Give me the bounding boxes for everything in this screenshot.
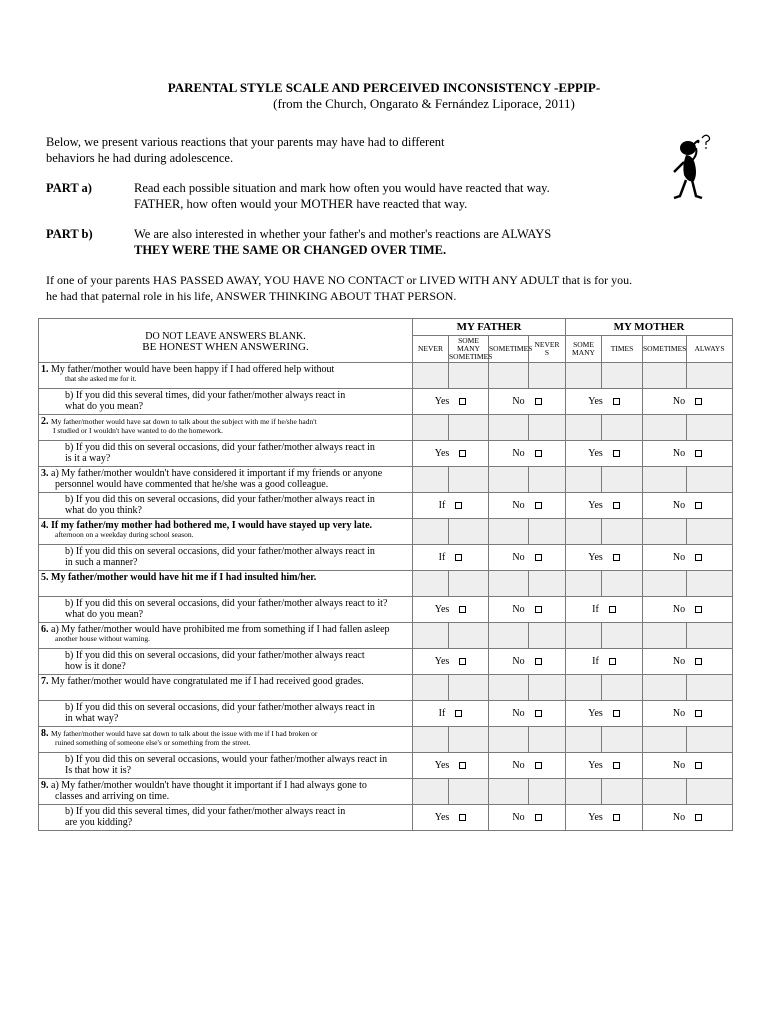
answer-cell[interactable] [449, 571, 489, 597]
answer-cell[interactable] [449, 779, 489, 805]
checkbox-icon [535, 710, 542, 717]
answer-cell[interactable] [643, 675, 687, 701]
answer-cell[interactable] [529, 779, 566, 805]
answer-cell[interactable] [602, 519, 643, 545]
checkbox-icon [455, 554, 462, 561]
checkbox-icon [609, 606, 616, 613]
answer-cell[interactable] [566, 779, 602, 805]
checkbox-icon [459, 398, 466, 405]
answer-cell[interactable] [529, 415, 566, 441]
answer-cell[interactable] [449, 363, 489, 389]
answer-cell[interactable] [413, 727, 449, 753]
consistency-row: b) If you did this on several occasions, did your father/mother always react in in what way? If No Yes No [39, 701, 733, 727]
mother-yes-option[interactable]: Yes [566, 545, 643, 571]
answer-cell[interactable] [489, 363, 529, 389]
checkbox-icon [613, 450, 620, 457]
checkbox-icon [535, 762, 542, 769]
questionnaire-table [38, 318, 733, 831]
consistency-row: b) If you did this on several occasions, did your father/mother always react to it? what do you mean? Yes No If No [39, 597, 733, 623]
checkbox-icon [695, 606, 702, 613]
checkbox-icon [695, 762, 702, 769]
question-row: 2. My father/mother would have sat down to talk about the subject with me if he/she hadn't I studied or I wouldn't have wanted to do the homework. [39, 415, 733, 441]
answer-cell[interactable] [449, 519, 489, 545]
mother-no-option[interactable]: No [643, 597, 733, 623]
answer-cell[interactable] [687, 623, 733, 649]
answer-cell[interactable] [489, 519, 529, 545]
consistency-row: b) If you did this on several occasions, did your father/mother always react in in such a manner? If No Yes No [39, 545, 733, 571]
checkbox-icon [455, 710, 462, 717]
father-no-option[interactable]: No [489, 545, 566, 571]
mother-yes-option[interactable]: Yes [566, 441, 643, 467]
mother-no-option[interactable]: No [643, 805, 733, 831]
mother-yes-option[interactable]: If [566, 649, 643, 675]
consistency-row: b) If you did this on several occasions, did your father/mother always react in is it a way? Yes No Yes No [39, 441, 733, 467]
answer-cell[interactable] [643, 467, 687, 493]
answer-cell[interactable] [449, 415, 489, 441]
question-row: 5. My father/mother would have hit me if I had insulted him/her. [39, 571, 733, 597]
answer-cell[interactable] [602, 415, 643, 441]
answer-cell[interactable] [489, 727, 529, 753]
father-no-option[interactable]: No [489, 389, 566, 415]
answer-cell[interactable] [489, 467, 529, 493]
answer-cell[interactable] [413, 623, 449, 649]
checkbox-icon [459, 658, 466, 665]
answer-cell[interactable] [566, 415, 602, 441]
note-line-2: he had that paternal role in his life, ANSWER THINKING ABOUT THAT PERSON. [46, 289, 457, 303]
answer-cell[interactable] [566, 519, 602, 545]
checkbox-icon [609, 658, 616, 665]
checkbox-icon [695, 502, 702, 509]
col-mother-sometimes: SOMETIMES [643, 336, 687, 363]
part-b-label: PART b) [46, 227, 93, 241]
consistency-row: b) If you did this on several occasions, would your father/mother always react in Is that how it is? Yes No Yes No [39, 753, 733, 779]
col-mother-times: TIMES [602, 336, 643, 363]
father-yes-option[interactable]: Yes [413, 805, 489, 831]
father-yes-option[interactable]: Yes [413, 597, 489, 623]
answer-cell[interactable] [566, 727, 602, 753]
mother-no-option[interactable]: No [643, 701, 733, 727]
checkbox-icon [455, 502, 462, 509]
answer-cell[interactable] [643, 623, 687, 649]
col-mother-some-many: SOME MANY [566, 336, 602, 363]
answer-cell[interactable] [602, 363, 643, 389]
part-a-line-2: FATHER, how often would your MOTHER have reacted that way. [134, 197, 468, 211]
answer-cell[interactable] [602, 675, 643, 701]
checkbox-icon [695, 450, 702, 457]
answer-cell[interactable] [687, 415, 733, 441]
answer-cell[interactable] [413, 415, 449, 441]
checkbox-icon [459, 606, 466, 613]
mother-yes-option[interactable]: Yes [566, 389, 643, 415]
mother-no-option[interactable]: No [643, 441, 733, 467]
mother-no-option[interactable]: No [643, 545, 733, 571]
answer-cell[interactable] [449, 675, 489, 701]
checkbox-icon [613, 502, 620, 509]
checkbox-icon [695, 554, 702, 561]
note-line-1: If one of your parents HAS PASSED AWAY, YOU HAVE NO CONTACT or LIVED WITH ANY ADULT that is for you. [46, 273, 633, 287]
mother-yes-option[interactable]: If [566, 597, 643, 623]
checkbox-icon [613, 814, 620, 821]
question-row: 7. My father/mother would have congratulated me if I had received good grades. [39, 675, 733, 701]
col-some-many: SOME MANY SOMETIMES [449, 336, 493, 361]
answer-cell[interactable] [489, 415, 529, 441]
col-never-s: NEVER S [529, 336, 566, 363]
father-no-option[interactable]: No [489, 597, 566, 623]
father-no-option[interactable]: No [489, 441, 566, 467]
father-yes-option[interactable]: If [413, 493, 489, 519]
answer-cell[interactable] [566, 467, 602, 493]
answer-cell[interactable] [449, 623, 489, 649]
document-subtitle: (from the Church, Ongarato & Fernández Liporace, 2011) [273, 96, 575, 111]
answer-cell[interactable] [566, 675, 602, 701]
checkbox-icon [613, 398, 620, 405]
answer-cell[interactable] [529, 675, 566, 701]
answer-cell[interactable] [413, 519, 449, 545]
answer-cell[interactable] [602, 623, 643, 649]
checkbox-icon [459, 450, 466, 457]
checkbox-icon [535, 658, 542, 665]
answer-cell[interactable] [529, 727, 566, 753]
answer-cell[interactable] [413, 675, 449, 701]
father-no-option[interactable]: No [489, 493, 566, 519]
intro-line-1: Below, we present various reactions that your parents may have had to different [46, 135, 445, 149]
checkbox-icon [535, 554, 542, 561]
answer-cell[interactable] [687, 571, 733, 597]
answer-cell[interactable] [643, 571, 687, 597]
answer-cell[interactable] [643, 779, 687, 805]
answer-cell[interactable] [566, 623, 602, 649]
checkbox-icon [459, 814, 466, 821]
checkbox-icon [613, 762, 620, 769]
checkbox-icon [695, 814, 702, 821]
father-yes-option[interactable]: Yes [413, 389, 489, 415]
question-row: 8. My father/mother would have sat down to talk about the issue with me if I had broken or ruined something of someone else's or something from the street. [39, 727, 733, 753]
mother-no-option[interactable]: No [643, 649, 733, 675]
consistency-row: b) If you did this on several occasions, did your father/mother always react in what do you think? If No Yes No [39, 493, 733, 519]
question-row: 1. My father/mother would have been happy if I had offered help without that she asked me for it. [39, 363, 733, 389]
col-mother-always: ALWAYS [687, 336, 733, 363]
father-no-option[interactable]: No [489, 805, 566, 831]
answer-cell[interactable] [687, 467, 733, 493]
answer-cell[interactable] [413, 467, 449, 493]
instruction-honest: BE HONEST WHEN ANSWERING. [142, 340, 309, 353]
father-yes-option[interactable]: If [413, 701, 489, 727]
question-row: 4. If my father/my mother had bothered me, I would have stayed up very late. afternoon on a weekday during school season. [39, 519, 733, 545]
mother-no-option[interactable]: No [643, 753, 733, 779]
answer-cell[interactable] [489, 779, 529, 805]
answer-cell[interactable] [529, 363, 566, 389]
table-instructions [39, 319, 413, 363]
answer-cell[interactable] [602, 467, 643, 493]
father-yes-option[interactable]: Yes [413, 753, 489, 779]
mother-yes-option[interactable]: Yes [566, 805, 643, 831]
part-b-line-1: We are also interested in whether your father's and mother's reactions are ALWAYS [134, 227, 552, 241]
checkbox-icon [459, 762, 466, 769]
answer-cell[interactable] [489, 571, 529, 597]
answer-cell[interactable] [602, 779, 643, 805]
answer-cell[interactable] [643, 727, 687, 753]
question-row: 6. a) My father/mother would have prohibited me from something if I had fallen asleep another house without warning. [39, 623, 733, 649]
answer-cell[interactable] [529, 467, 566, 493]
answer-cell[interactable] [643, 519, 687, 545]
answer-cell[interactable] [566, 363, 602, 389]
answer-cell[interactable] [602, 727, 643, 753]
instruction-blank: DO NOT LEAVE ANSWERS BLANK. [145, 330, 306, 342]
checkbox-icon [535, 502, 542, 509]
father-no-option[interactable]: No [489, 649, 566, 675]
answer-cell[interactable] [643, 415, 687, 441]
answer-cell[interactable] [529, 571, 566, 597]
father-yes-option[interactable]: If [413, 545, 489, 571]
answer-cell[interactable] [687, 519, 733, 545]
checkbox-icon [613, 554, 620, 561]
col-sometimes: SOMETIMES [489, 336, 529, 363]
my-mother-header: MY MOTHER [566, 319, 733, 336]
my-father-header: MY FATHER [413, 319, 566, 336]
document-title: PARENTAL STYLE SCALE AND PERCEIVED INCONSISTENCY -EPPIP- [167, 80, 601, 95]
father-yes-option[interactable]: Yes [413, 649, 489, 675]
checkbox-icon [535, 606, 542, 613]
mother-no-option[interactable]: No [643, 389, 733, 415]
mother-yes-option[interactable]: Yes [566, 701, 643, 727]
answer-cell[interactable] [529, 623, 566, 649]
checkbox-icon [535, 814, 542, 821]
checkbox-icon [695, 398, 702, 405]
consistency-row: b) If you did this several times, did your father/mother always react in what do you mean? Yes No Yes No [39, 389, 733, 415]
checkbox-icon [613, 710, 620, 717]
father-yes-option[interactable]: Yes [413, 441, 489, 467]
mother-yes-option[interactable]: Yes [566, 753, 643, 779]
answer-cell[interactable] [687, 727, 733, 753]
answer-cell[interactable] [687, 363, 733, 389]
answer-cell[interactable] [413, 363, 449, 389]
father-no-option[interactable]: No [489, 701, 566, 727]
answer-cell[interactable] [566, 571, 602, 597]
answer-cell[interactable] [687, 675, 733, 701]
part-a-label: PART a) [46, 181, 92, 195]
answer-cell[interactable] [449, 467, 489, 493]
intro-line-2: behaviors he had during adolescence. [46, 151, 234, 165]
mother-yes-option[interactable]: Yes [566, 493, 643, 519]
answer-cell[interactable] [489, 623, 529, 649]
answer-cell[interactable] [413, 779, 449, 805]
thinking-stick-figure-icon [668, 132, 716, 206]
consistency-row: b) If you did this on several occasions, did your father/mother always react how is it done? Yes No If No [39, 649, 733, 675]
answer-cell[interactable] [529, 519, 566, 545]
answer-cell[interactable] [602, 571, 643, 597]
father-no-option[interactable]: No [489, 753, 566, 779]
mother-no-option[interactable]: No [643, 493, 733, 519]
col-never: NEVER [413, 336, 449, 363]
checkbox-icon [695, 658, 702, 665]
checkbox-icon [695, 710, 702, 717]
part-b-line-2: THEY WERE THE SAME OR CHANGED OVER TIME. [134, 243, 447, 257]
checkbox-icon [535, 398, 542, 405]
answer-cell[interactable] [413, 571, 449, 597]
answer-cell[interactable] [449, 727, 489, 753]
answer-cell[interactable] [643, 363, 687, 389]
checkbox-icon [535, 450, 542, 457]
question-row: 9. a) My father/mother wouldn't have thought it important if I had always gone to classes and arriving on time. [39, 779, 733, 805]
part-a-line-1: Read each possible situation and mark how often you would have reacted that way. [134, 181, 550, 195]
answer-cell[interactable] [489, 675, 529, 701]
answer-cell[interactable] [687, 779, 733, 805]
consistency-row: b) If you did this several times, did your father/mother always react in are you kidding? Yes No Yes No [39, 805, 733, 831]
question-row: 3. a) My father/mother wouldn't have considered it important if my friends or anyone personnel would have commented that he/she was a good colleague. [39, 467, 733, 493]
